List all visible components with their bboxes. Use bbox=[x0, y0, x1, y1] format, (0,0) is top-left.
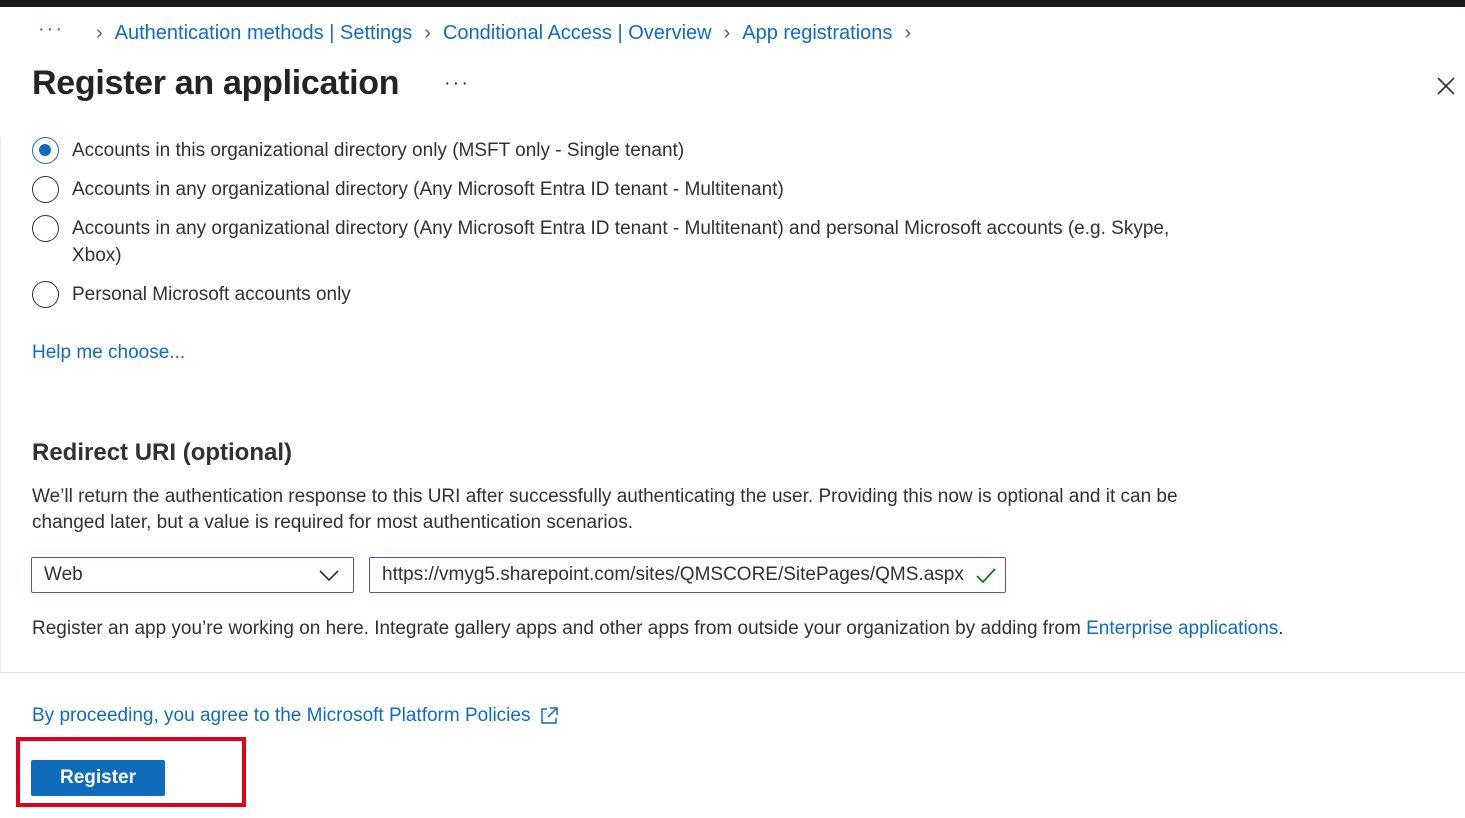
platform-policies-link[interactable]: By proceeding, you agree to the Microsoft Platform Policies bbox=[32, 705, 531, 726]
radio-button[interactable] bbox=[32, 176, 59, 203]
redirect-uri-title: Redirect URI (optional) bbox=[32, 439, 293, 466]
radio-label: Accounts in this organizational directory only (MSFT only - Single tenant) bbox=[72, 140, 685, 161]
content-left-border bbox=[0, 120, 1, 672]
radio-option-multitenant-personal[interactable] bbox=[32, 215, 1212, 269]
radio-label: Personal Microsoft accounts only bbox=[72, 284, 351, 305]
register-note-suffix: . bbox=[1278, 618, 1284, 639]
top-bar bbox=[0, 0, 1465, 7]
policies-row bbox=[32, 705, 560, 727]
chevron-right-icon: › bbox=[95, 22, 103, 44]
radio-option-single-tenant[interactable] bbox=[32, 137, 684, 164]
breadcrumb-item-authentication-methods[interactable]: Authentication methods | Settings bbox=[114, 22, 413, 44]
chevron-right-icon: › bbox=[424, 22, 431, 44]
close-icon[interactable] bbox=[1434, 74, 1458, 98]
radio-option-multitenant[interactable] bbox=[32, 176, 784, 203]
radio-option-personal-only[interactable] bbox=[32, 281, 351, 308]
radio-button-selected[interactable] bbox=[32, 137, 59, 164]
register-button[interactable]: Register bbox=[31, 760, 165, 796]
checkmark-icon bbox=[975, 566, 997, 586]
radio-label: Accounts in any organizational directory (Any Microsoft Entra ID tenant - Multitenant) and personal Microsoft accounts (e.g. Skype, Xbox) bbox=[72, 218, 1170, 266]
redirect-uri-input[interactable] bbox=[369, 557, 1006, 593]
radio-button[interactable] bbox=[32, 215, 59, 242]
chevron-down-icon bbox=[319, 568, 339, 582]
radio-button[interactable] bbox=[32, 281, 59, 308]
breadcrumb bbox=[38, 18, 923, 45]
redirect-uri-value: https://vmyg5.sharepoint.com/sites/QMSCORE/SitePages/QMS.aspx bbox=[382, 564, 964, 585]
external-link-icon[interactable] bbox=[538, 705, 560, 727]
register-note-text: Register an app you’re working on here. Integrate gallery apps and other apps from outside your organization by adding from bbox=[32, 618, 1087, 639]
platform-select[interactable] bbox=[31, 557, 354, 593]
register-note bbox=[32, 618, 1284, 640]
scroll-clip bbox=[0, 120, 1465, 137]
breadcrumb-more-button[interactable]: ··· bbox=[38, 18, 64, 40]
platform-select-value: Web bbox=[44, 564, 83, 585]
radio-label: Accounts in any organizational directory (Any Microsoft Entra ID tenant - Multitenant) bbox=[72, 179, 784, 200]
breadcrumb-item-conditional-access[interactable]: Conditional Access | Overview bbox=[442, 22, 712, 44]
enterprise-applications-link[interactable]: Enterprise applications bbox=[1086, 618, 1279, 639]
footer-divider bbox=[0, 672, 1465, 673]
page-title: Register an application bbox=[32, 64, 400, 102]
help-me-choose-link[interactable]: Help me choose... bbox=[32, 342, 186, 363]
chevron-right-icon: › bbox=[723, 22, 731, 44]
breadcrumb-item-app-registrations[interactable]: App registrations bbox=[742, 22, 893, 44]
redirect-uri-description: We’ll return the authentication response to this URI after successfully authenticating the user. Providing this now is optional and it can be changed later, but a value is required for most authentication scenarios. bbox=[32, 486, 1178, 533]
chevron-right-icon: › bbox=[904, 22, 912, 44]
more-options-button[interactable]: ··· bbox=[444, 72, 470, 94]
